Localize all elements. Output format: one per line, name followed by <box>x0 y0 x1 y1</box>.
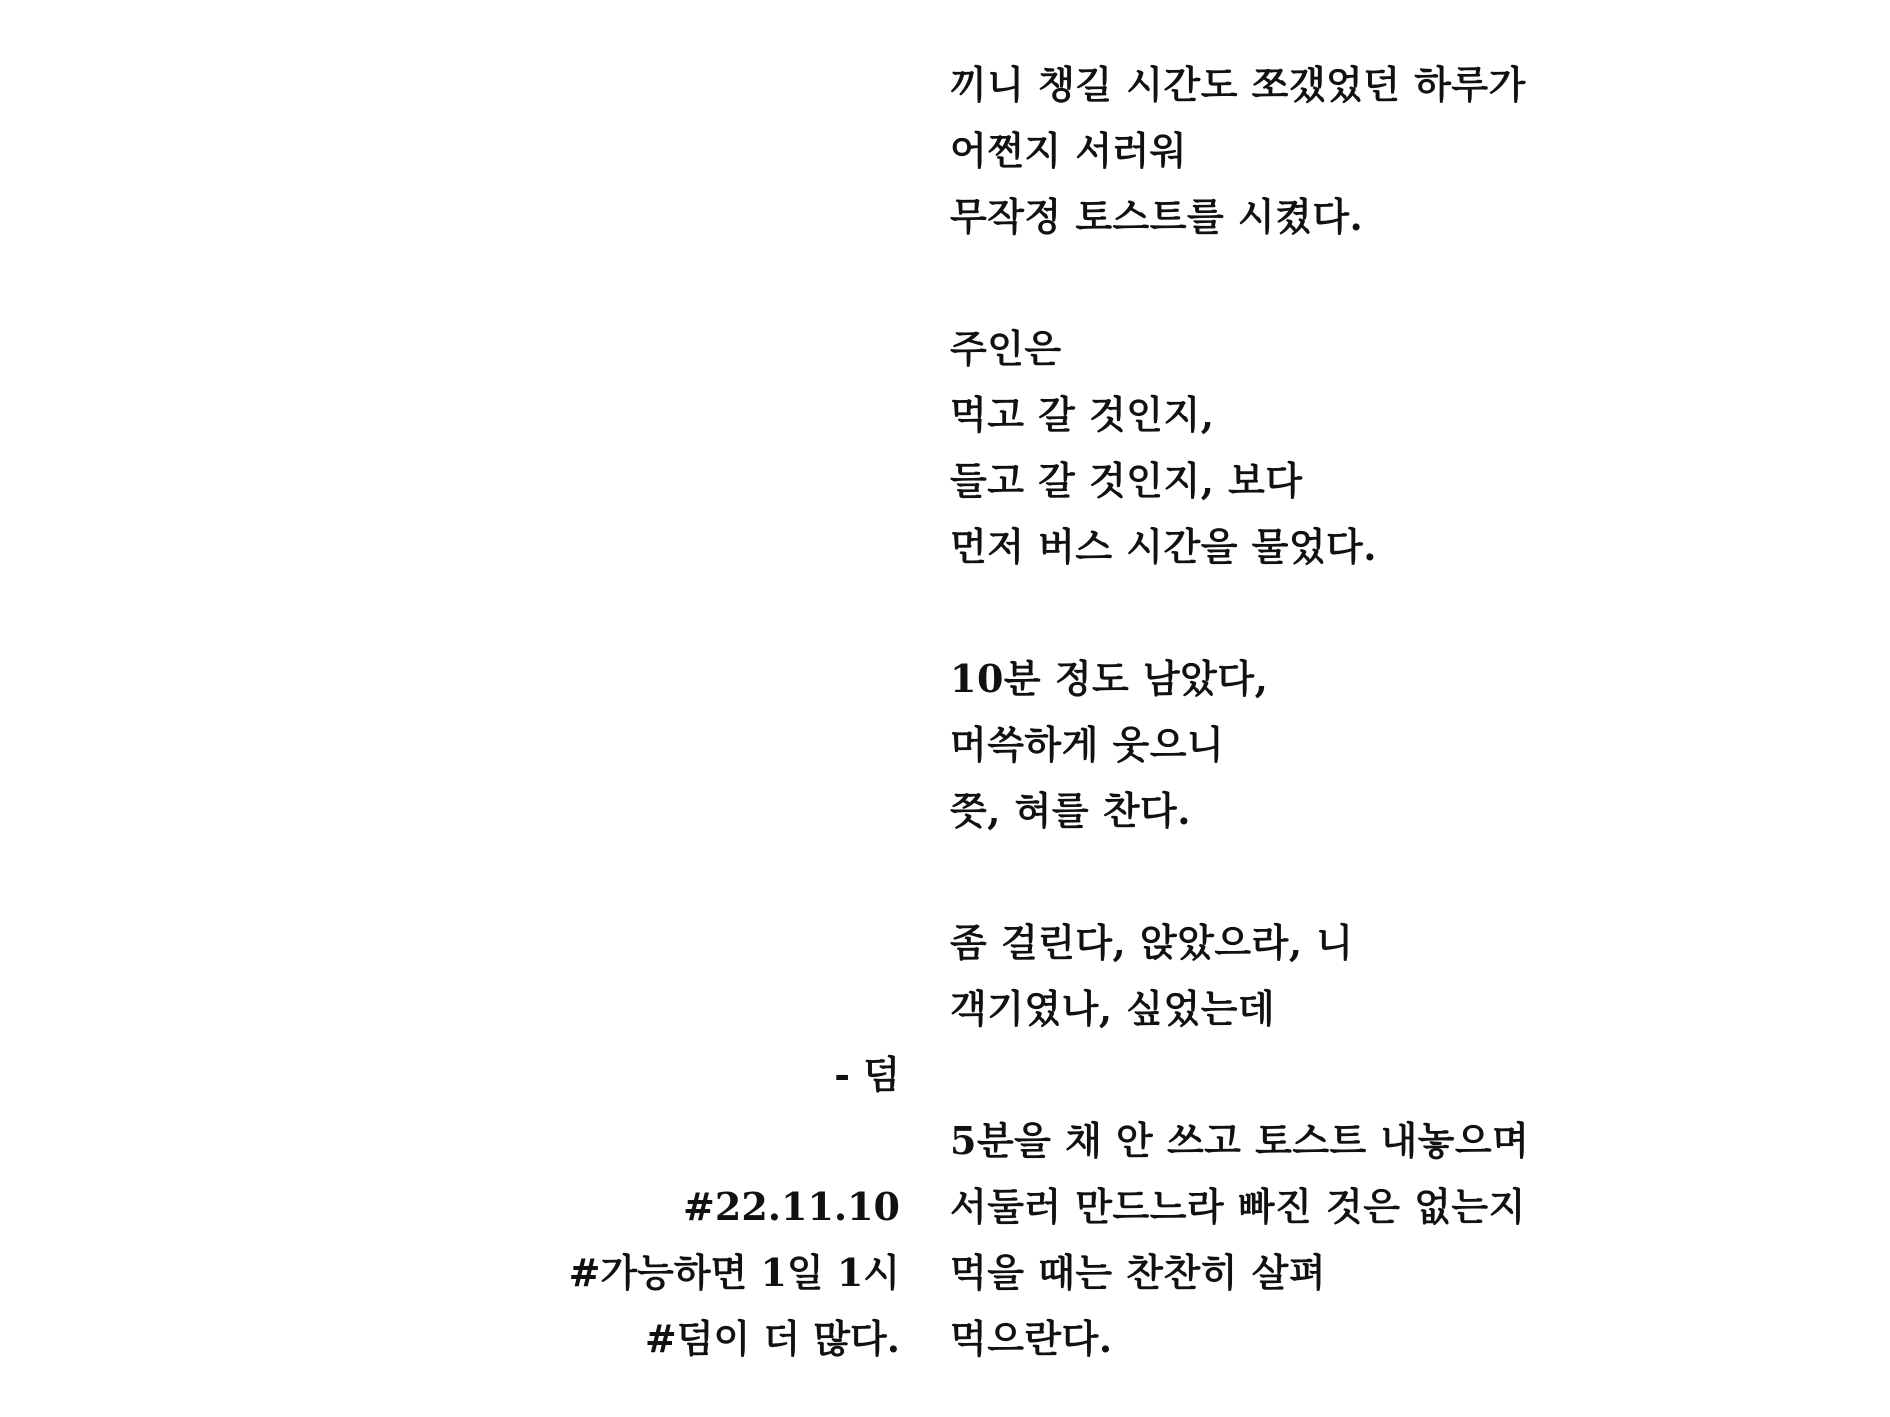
poem-line: 객기였나, 싶었는데 <box>950 986 1276 1031</box>
poem-line: 머쓱하게 웃으니 <box>950 722 1225 767</box>
hashtag-more: #덤이 더 많다. <box>644 1316 900 1361</box>
poem-body <box>950 52 1710 1372</box>
poem-line: 먹고 갈 것인지, <box>950 392 1215 437</box>
hashtag-daily: #가능하면 1일 1시 <box>568 1250 900 1295</box>
poem-line: 끼니 챙길 시간도 쪼갰었던 하루가 <box>950 62 1526 107</box>
hashtag-date: #22.11.10 <box>683 1184 900 1229</box>
poem-line: 10분 정도 남았다, <box>950 656 1269 701</box>
poem-line: 먹으란다. <box>950 1316 1113 1361</box>
poem-line: 먹을 때는 찬찬히 살펴 <box>950 1250 1327 1295</box>
poem-line: 주인은 <box>950 326 1062 371</box>
poem-line: 쯧, 혀를 찬다. <box>950 788 1191 833</box>
stanza-break <box>950 580 1710 646</box>
stanza-break <box>950 844 1710 910</box>
poem-line: 어쩐지 서러워 <box>950 128 1187 173</box>
poem-line: 서둘러 만드느라 빠진 것은 없는지 <box>950 1184 1526 1229</box>
author-signature: - 덤 <box>834 1052 900 1097</box>
stanza-break <box>950 1042 1710 1108</box>
poem-line: 무작정 토스트를 시켰다. <box>950 194 1364 239</box>
poem-line: 들고 갈 것인지, 보다 <box>950 458 1303 503</box>
poem-line: 먼저 버스 시간을 물었다. <box>950 524 1377 569</box>
stanza-break <box>950 250 1710 316</box>
poem-line: 5분을 채 안 쓰고 토스트 내놓으며 <box>950 1118 1530 1163</box>
poem-line: 좀 걸린다, 앉았으라, 니 <box>950 920 1354 965</box>
